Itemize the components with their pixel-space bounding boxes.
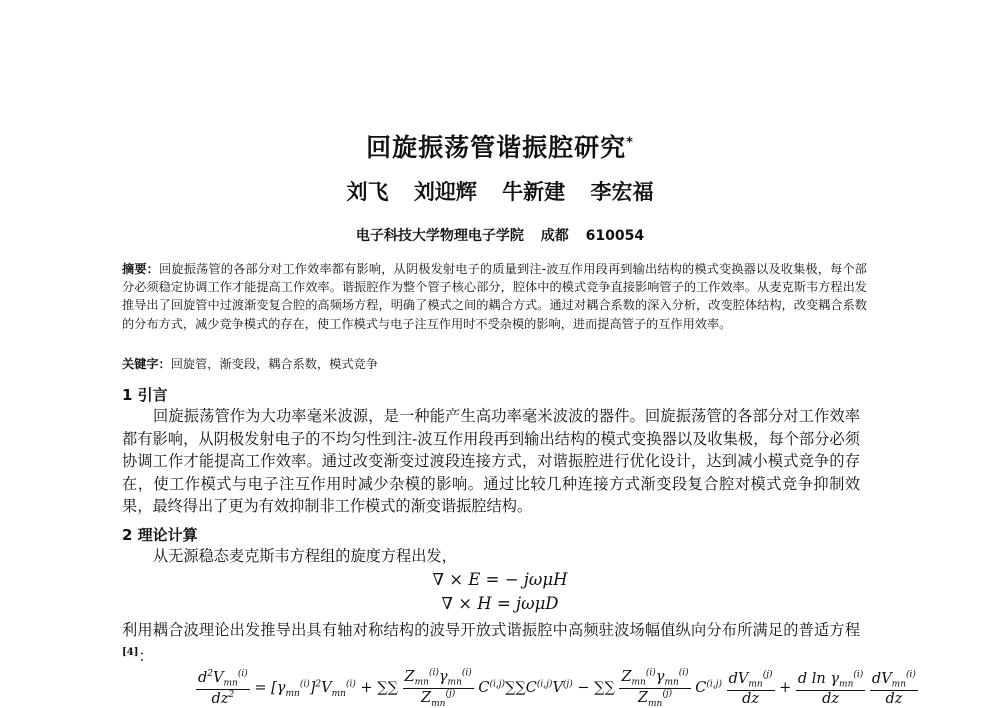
keywords (122, 355, 867, 372)
keywords-label: 关键字： (122, 357, 171, 371)
abstract-text: 回旋振荡管的各部分对工作效率都有影响，从阴极发射电子的质量到注-波互作用段再到输出结构的模式变换器以及收集极，每个部分必须稳定协调工作才能提高工作效率。谐振腔作为整个管子核心部分，腔体中的模式竞争直接影响管子的工作效率。从麦克斯韦方程出发推导出了回旋管中过渡渐变复合腔的高频场方程，明确了模式之间的耦合方式。通过对耦合系数的深入分析，改变腔体结构，改变耦合系数的分布方式，减少竞争模式的存在，使工作模式与电子注互作用时不受杂模的影响，进而提高管子的互作用效率。 (122, 262, 867, 331)
abstract (122, 260, 867, 333)
equation-fraction: $\frac{dV_{mn}^{(i)}}{dz}$ (871, 669, 916, 707)
affiliation-city: 成都 (540, 228, 569, 244)
paper-title (0, 128, 1000, 164)
title-footnote-mark: * (626, 135, 634, 151)
coupled-wave-equation: $\frac{d^2V_{mn}^{(i)}}{dz^2} = [\gamma_{mn}^{(i)}]^2V_{mn}^{(i)}$ + ∑∑ $\frac{Z_{mn}^{(i)}\gamma_{mn}^{(i)}}{Z_{mn}^{(j)}} C^{(i,j)}\sum\sum C^{(i,j)}V^{(j)}$ − ∑∑ $\frac{Z_{mn}^{(i)}\gamma_{mn}^{(i)}}{Z_{mn}^{(j)}} C^{(i,j)}$ $\frac{dV_{mn}^{(j)}}{dz}$ + $\frac{d \ln \gamma_{mn}^{(i)}}{dz}$ $\frac{dV_{mn}^{(i)}}{dz}$ (198, 668, 916, 708)
equation: ∇ × H = jωμD (441, 594, 559, 613)
citation: [4] (122, 646, 139, 658)
title-text: 回旋振荡管谐振腔研究 (366, 133, 627, 162)
equation-fraction: $\frac{Z_{mn}^{(i)}\gamma_{mn}^{(i)}}{Z_{mn}^{(j)}}$ (404, 668, 472, 708)
equation-fraction: $\frac{d^2V_{mn}^{(i)}}{dz^2}$ (198, 669, 248, 707)
section-paragraph: 从无源稳态麦克斯韦方程组的旋度方程出发， (153, 547, 457, 565)
author-name: 刘飞 (346, 180, 389, 204)
author-list (0, 176, 1000, 206)
affiliation-postcode: 610054 (585, 228, 645, 244)
section-heading: 2 理论计算 (122, 526, 198, 544)
abstract-label: 摘要： (122, 262, 160, 276)
author-name: 刘迎辉 (413, 180, 477, 204)
equation-fraction: $\frac{Z_{mn}^{(i)}\gamma_{mn}^{(i)}}{Z_{mn}^{(j)}}$ (621, 668, 689, 708)
affiliation-institution: 电子科技大学物理电子学院 (355, 228, 524, 244)
equation-fraction: $\frac{dV_{mn}^{(j)}}{dz}$ (728, 669, 773, 707)
author-name: 牛新建 (502, 180, 566, 204)
section-paragraph (122, 619, 860, 667)
paragraph-text: 利用耦合波理论出发推导出具有轴对称结构的波导开放式谐振腔中高频驻波场幅值纵向分布所满足的普适方程 (122, 621, 860, 639)
section-heading: 1 引言 (122, 386, 168, 404)
affiliation (0, 225, 1000, 245)
equation-fraction: $\frac{d \ln \gamma_{mn}^{(i)}}{dz}$ (797, 669, 864, 707)
section-paragraph: 回旋振荡管作为大功率毫米波源，是一种能产生高功率毫米波波的器件。回旋振荡管的各部分对工作效率都有影响，从阴极发射电子的不均匀性到注-波互作用段再到输出结构的模式变换器以及收集极，每个部分必须协调工作才能提高工作效率。通过改变渐变过渡段连接方式，对谐振腔进行优化设计，达到减小模式竞争的存在，使工作模式与电子注互作用时减少杂模的影响。通过比较几种连接方式渐变段复合腔对模式竞争抑制效果，最终得出了更为有效抑制非工作模式的渐变谐振腔结构。 (122, 407, 860, 515)
equation: ∇ × E = − jωμH (432, 570, 568, 589)
keywords-text: 回旋管，渐变段，耦合系数，模式竞争 (170, 357, 378, 371)
author-name: 李宏福 (590, 180, 654, 204)
paragraph-text: ： (138, 646, 154, 665)
